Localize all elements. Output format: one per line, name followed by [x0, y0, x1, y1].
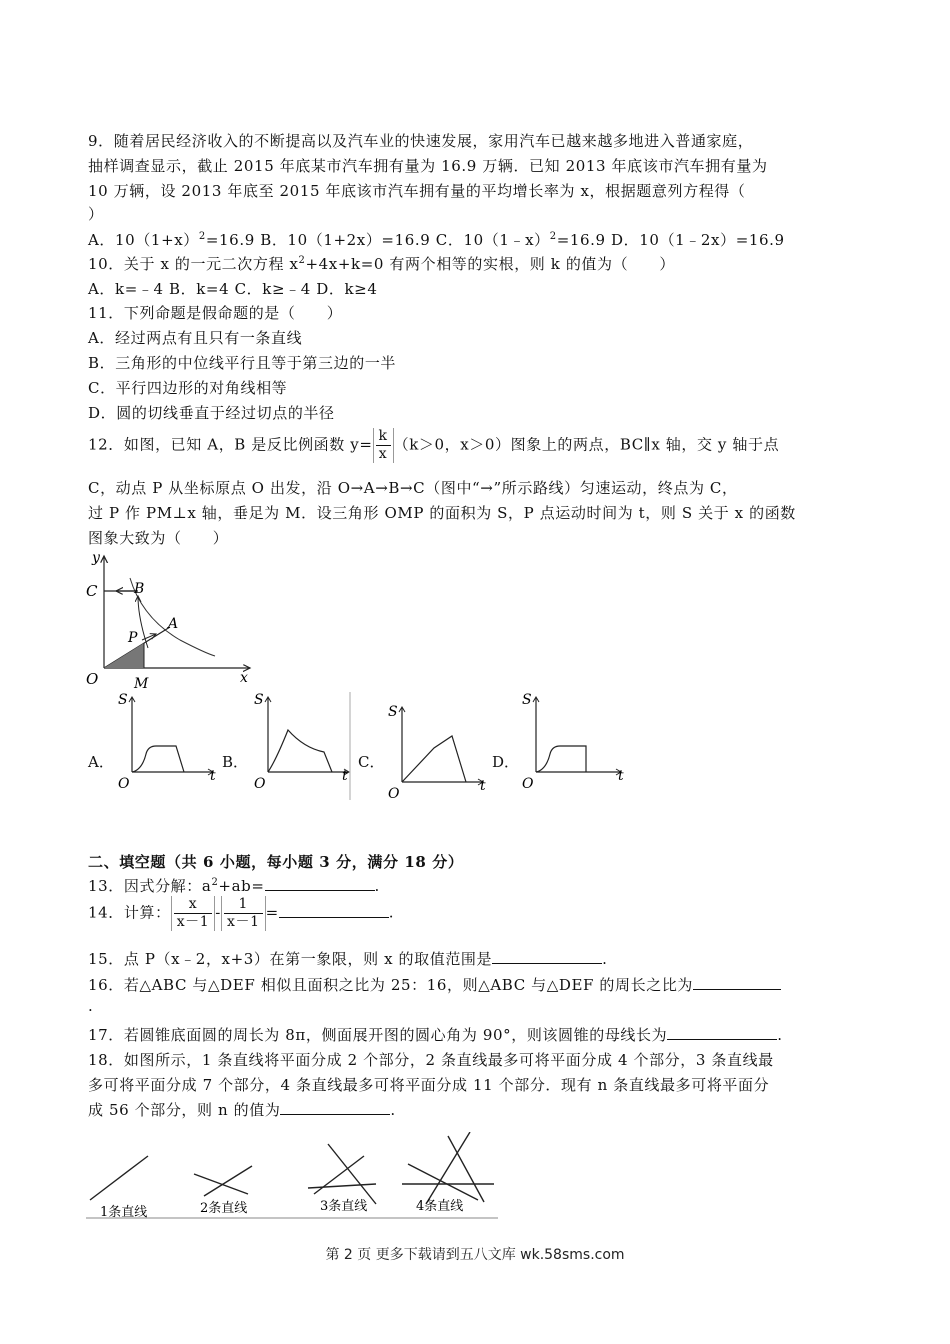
q14-answer-blank[interactable] — [279, 903, 389, 918]
q18-line3 — [88, 1099, 396, 1120]
graph-d-t: t — [618, 768, 624, 784]
q18-figure — [86, 1132, 498, 1220]
q13-sup: 2 — [211, 877, 219, 888]
graph-d-o: O — [522, 776, 534, 792]
q14 — [88, 896, 394, 931]
q9-line1: 9．随着居民经济收入的不断提高以及汽车业的快速发展，家用汽车已越来越多地进入普通家庭， — [88, 132, 754, 150]
q16 — [88, 974, 781, 995]
q12-line3: 过 P 作 PM⊥x 轴，垂足为 M．设三角形 OMP 的面积为 S，P 点运动时间为 t，则 S 关于 x 的函数 — [88, 504, 796, 522]
q12-graph-d — [516, 690, 636, 800]
q13 — [88, 875, 380, 896]
q9-sup2: 2 — [549, 231, 557, 242]
q11-option-b: B．三角形的中位线平行且等于第三边的一半 — [88, 354, 397, 372]
q18-caption-4: 4条直线 — [416, 1199, 464, 1214]
q16-a: 16．若△ABC 与△DEF 相似且面积之比为 25：16，则△ABC 与△DEF 的周长之比为 — [88, 976, 694, 994]
q9-opt-a: A．10（1+x） — [88, 231, 199, 249]
q12-figure — [80, 548, 260, 693]
graph-b-o: O — [254, 776, 266, 792]
fig-label-x: x — [240, 670, 248, 686]
q12-line1 — [88, 428, 779, 463]
section-2-heading: 二、填空题（共 6 小题，每小题 3 分，满分 18 分） — [88, 853, 464, 871]
q11-option-c: C．平行四边形的对角线相等 — [88, 379, 288, 397]
fig-label-y: y — [92, 550, 100, 566]
graph-a-s: S — [118, 692, 128, 708]
q18-end: . — [390, 1101, 396, 1119]
q18-line2: 多可将平面分成 7 个部分，4 条直线最多可将平面分成 11 个部分．现有 n 条直线最多可将平面分 — [88, 1076, 770, 1094]
q12-line2: C，动点 P 从坐标原点 O 出发，沿 O→A→B→C（图中“→”所示路线）匀速运动，终点为 C， — [88, 479, 738, 497]
q14-minus: - — [215, 903, 221, 922]
q10-stem-a: 10．关于 x 的一元二次方程 x — [88, 255, 299, 273]
q11-option-d: D．圆的切线垂直于经过切点的半径 — [88, 404, 335, 422]
q9-opt-bc: =16.9 B．10（1+2x）=16.9 C．10（1﹣x） — [205, 231, 550, 249]
q13-b: +ab= — [218, 877, 265, 895]
graph-c-t: t — [480, 778, 486, 794]
q9-sup1: 2 — [198, 231, 206, 242]
q12-graph-c — [382, 700, 492, 810]
q10-stem — [88, 253, 675, 274]
fig-label-p: P — [128, 630, 138, 646]
q18-caption-2: 2条直线 — [200, 1201, 248, 1216]
q15-end: . — [602, 950, 608, 968]
q9-options — [88, 229, 785, 250]
graph-c-s: S — [388, 704, 398, 720]
q9-line2: 抽样调查显示，截止 2015 年底某市汽车拥有量为 16.9 万辆．已知 2013 年底该市汽车拥有量为 — [88, 157, 768, 175]
q12-option-d-label: D． — [492, 753, 520, 771]
fig-label-a: A — [168, 616, 179, 632]
q14-end: . — [388, 903, 395, 922]
q12-graph-b — [248, 690, 358, 800]
q18-caption-1: 1条直线 — [100, 1205, 148, 1220]
q12-fraction: $\frac{k}{x}$ — [376, 428, 391, 463]
q10-options: A．k=﹣4 B．k=4 C．k≥﹣4 D．k≥4 — [88, 280, 378, 298]
q11-stem: 11．下列命题是假命题的是（ ） — [88, 304, 343, 322]
q15 — [88, 948, 608, 969]
q12-graph-a — [112, 690, 222, 800]
q10-sup: 2 — [298, 255, 306, 266]
q12-line4: 图象大致为（ ） — [88, 529, 229, 547]
q14-frac2: $\frac{1}{x-1}$ — [224, 896, 263, 931]
q17-end: . — [777, 1026, 783, 1044]
q11-option-a: A．经过两点有且只有一条直线 — [88, 329, 303, 347]
q14-eq: = — [265, 903, 279, 922]
q16-answer-blank[interactable] — [693, 975, 781, 990]
q18-line3-text: 成 56 个部分，则 n 的值为 — [88, 1101, 281, 1119]
q12-option-a-label: A． — [88, 753, 114, 771]
q9-opt-d: =16.9 D．10（1﹣2x）=16.9 — [556, 231, 785, 249]
graph-b-t: t — [342, 768, 348, 784]
graph-d-s: S — [522, 692, 532, 708]
q18-caption-3: 3条直线 — [320, 1199, 368, 1214]
graph-a-t: t — [210, 768, 216, 784]
q17-a: 17．若圆锥底面圆的周长为 8π，侧面展开图的圆心角为 90°，则该圆锥的母线长为 — [88, 1026, 668, 1044]
q12-option-b-label: B． — [222, 753, 249, 771]
q17-answer-blank[interactable] — [667, 1025, 777, 1040]
graph-a-o: O — [118, 776, 130, 792]
q14-a: 14．计算： — [88, 903, 171, 922]
q18-line1: 18．如图所示，1 条直线将平面分成 2 个部分，2 条直线最多可将平面分成 4 个部分，3 条直线最 — [88, 1051, 774, 1069]
fig-label-o: O — [86, 670, 99, 688]
fig-label-c: C — [86, 582, 98, 600]
q16-end: . — [88, 997, 94, 1015]
q10-stem-b: +4x+k=0 有两个相等的实根，则 k 的值为（ ） — [305, 255, 676, 273]
q13-a: 13．因式分解：a — [88, 877, 212, 895]
q15-answer-blank[interactable] — [492, 949, 602, 964]
q13-answer-blank[interactable] — [265, 876, 375, 891]
q14-frac1: $\frac{x}{x-1}$ — [174, 896, 213, 931]
fig-label-m: M — [134, 676, 149, 692]
page-footer: 第 2 页 更多下载请到五八文库 wk.58sms.com — [325, 1247, 625, 1263]
q12-line1b: （k＞0，x＞0）图象上的两点，BC∥x 轴，交 y 轴于点 — [393, 435, 780, 454]
q17 — [88, 1024, 783, 1045]
graph-c-o: O — [388, 786, 400, 802]
fig-label-b: B — [134, 581, 145, 597]
q12-line1a: 12．如图，已知 A，B 是反比例函数 y= — [88, 435, 373, 454]
q9-line4: ） — [88, 205, 104, 223]
q18-answer-blank[interactable] — [280, 1100, 390, 1115]
q9-line3: 10 万辆，设 2013 年底至 2015 年底该市汽车拥有量的平均增长率为 x，根据题意列方程得（ — [88, 182, 746, 200]
graph-b-s: S — [254, 692, 264, 708]
q12-option-c-label: C． — [358, 753, 385, 771]
q15-a: 15．点 P（x﹣2，x+3）在第一象限，则 x 的取值范围是 — [88, 950, 493, 968]
q13-end: . — [374, 877, 380, 895]
